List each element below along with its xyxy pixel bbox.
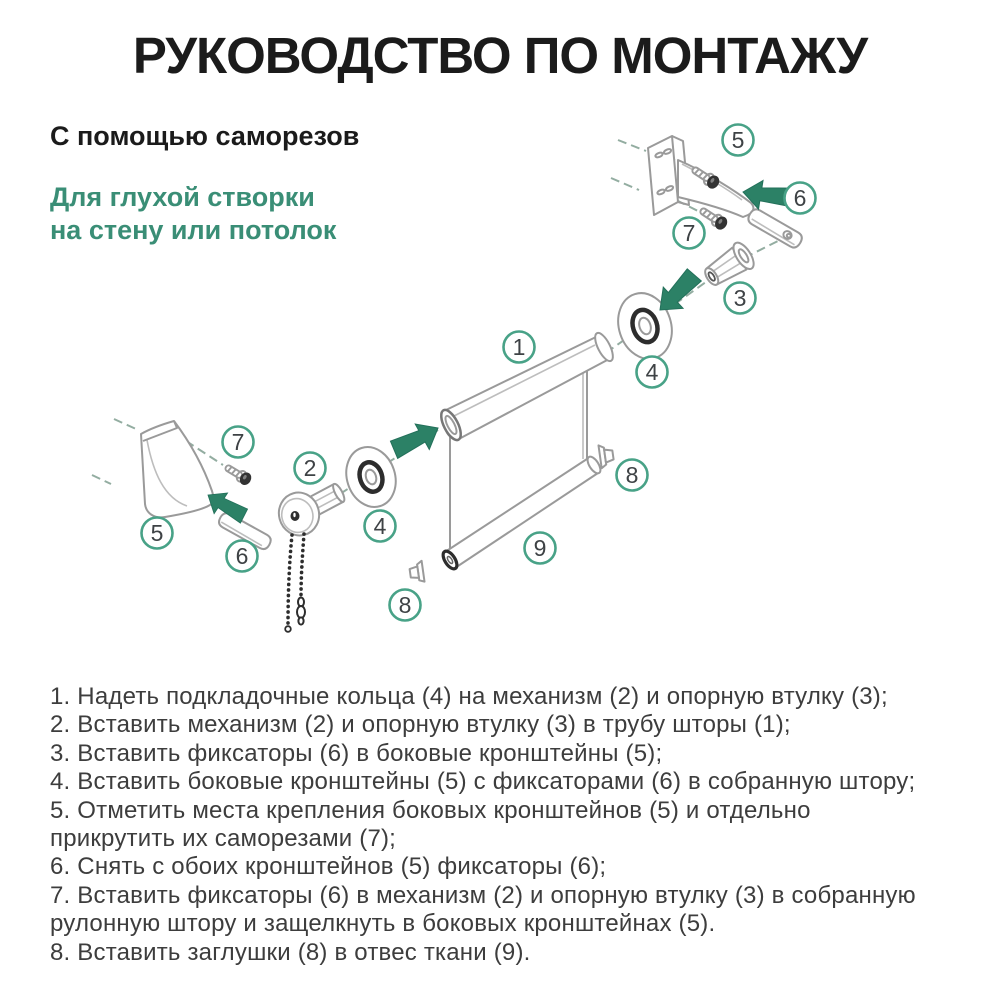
instruction-line: 7. Вставить фиксаторы (6) в механизм (2) и опорную втулку (3) в собранную [50, 881, 916, 909]
instruction-line: 3. Вставить фиксаторы (6) в боковые кронштейны (5); [50, 739, 663, 767]
part-callout-5 [142, 518, 173, 549]
part-callout-4 [637, 357, 668, 388]
part-callout-1 [504, 332, 535, 363]
instruction-line: 4. Вставить боковые кронштейны (5) с фиксаторами (6) в собранную штору; [50, 768, 916, 796]
instruction-line: 5. Отметить места крепления боковых кронштейнов (5) и отдельно [50, 796, 811, 824]
mount-target-line-1: Для глухой створки [50, 182, 315, 212]
method-subtitle: С помощью саморезов [50, 121, 360, 151]
svg-text:8: 8 [625, 462, 639, 488]
part-callout-6 [785, 183, 816, 214]
svg-text:7: 7 [231, 429, 245, 455]
svg-text:5: 5 [150, 520, 164, 546]
exploded-assembly-diagram [90, 110, 870, 670]
instruction-step [50, 797, 958, 854]
instructions-list [50, 683, 958, 967]
instruction-step [50, 768, 958, 796]
part-callout-5 [723, 125, 754, 156]
svg-text:1: 1 [512, 334, 526, 360]
part-callout-2 [295, 453, 326, 484]
end-cap-left [409, 561, 425, 584]
instruction-step [50, 683, 958, 711]
svg-text:4: 4 [645, 359, 659, 385]
wall-bracket-bottom [141, 421, 213, 517]
part-callout-3 [725, 283, 756, 314]
mount-target-line-2: на стену или потолок [50, 215, 337, 245]
part-callout-6 [227, 541, 258, 572]
svg-text:2: 2 [303, 455, 317, 481]
svg-text:6: 6 [793, 185, 807, 211]
part-callout-7 [674, 218, 705, 249]
svg-text:8: 8 [398, 592, 412, 618]
instruction-step [50, 711, 958, 739]
end-cap-right [598, 444, 614, 469]
svg-text:6: 6 [235, 543, 249, 569]
chain-mechanism [274, 482, 346, 631]
svg-text:4: 4 [373, 513, 387, 539]
part-callout-7 [223, 427, 254, 458]
bead-chain-strand-left [288, 535, 292, 626]
instruction-line: 8. Вставить заглушки (8) в отвес ткани (9). [50, 938, 531, 966]
instruction-line: 1. Надеть подкладочные кольца (4) на механизм (2) и опорную втулку (3); [50, 683, 888, 710]
instruction-step [50, 853, 958, 881]
part-callout-4 [365, 511, 396, 542]
arrow-into-tube [387, 415, 445, 465]
svg-text:5: 5 [731, 127, 745, 153]
svg-text:3: 3 [733, 285, 747, 311]
svg-text:9: 9 [533, 535, 547, 561]
spacer-ring-bottom [339, 441, 404, 514]
screw-bottom [223, 462, 253, 487]
instruction-step [50, 882, 958, 939]
svg-text:7: 7 [682, 220, 696, 246]
part-callout-8 [390, 590, 421, 621]
part-callout-9 [525, 533, 556, 564]
instruction-line: рулонную штору и защелкнуть в боковых кронштейнах (5). [50, 910, 716, 938]
bead-chain-strand-right [301, 534, 304, 596]
instruction-line: прикрутить их саморезами (7); [50, 825, 397, 853]
instruction-step [50, 740, 958, 768]
page-title: РУКОВОДСТВО ПО МОНТАЖУ [132, 27, 868, 84]
part-callout-8 [617, 460, 648, 491]
instruction-line: 2. Вставить механизм (2) и опорную втулку (3) в трубу шторы (1); [50, 711, 791, 739]
instruction-line: 6. Снять с обоих кронштейнов (5) фиксаторы (6); [50, 853, 607, 881]
instruction-step [50, 939, 958, 967]
chain-connector [297, 598, 305, 625]
